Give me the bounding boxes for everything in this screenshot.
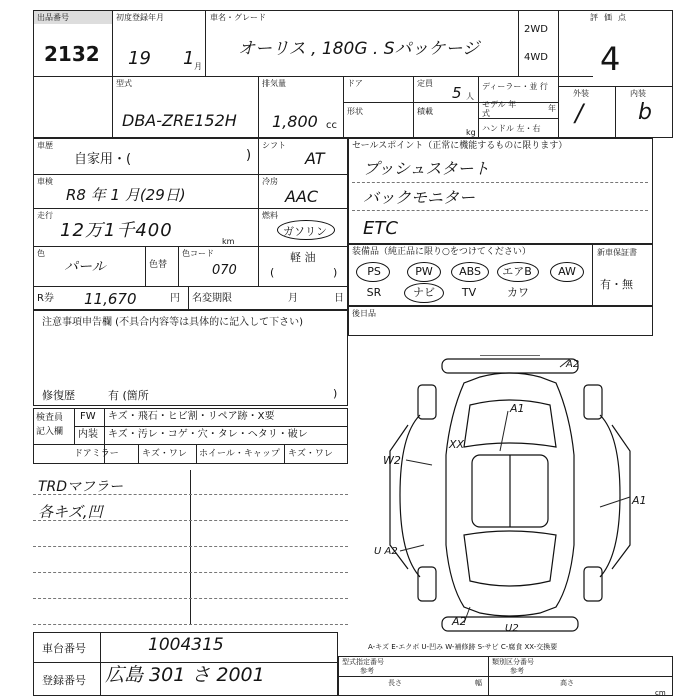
- col-divider: [343, 76, 344, 138]
- capacity-value: 5: [452, 84, 462, 102]
- cc-label: 排気量: [262, 79, 286, 88]
- ac-value: AAC: [285, 187, 319, 206]
- cert-label: 型式指定番号: [342, 658, 384, 666]
- first-reg-month-unit: 月: [194, 62, 202, 71]
- col-divider: [258, 76, 259, 138]
- inspector-label-2: 記入欄: [36, 427, 64, 437]
- color-label: 色: [37, 249, 45, 258]
- row-divider: [338, 676, 673, 677]
- name-change-month: 月: [288, 293, 298, 304]
- unit-cm: cm: [655, 689, 666, 697]
- dealer-label: ディーラー・並 行: [482, 82, 548, 91]
- inspect-value: R8 年 1 月(29日): [66, 186, 186, 204]
- ext-value: /: [575, 99, 584, 127]
- inspect-label: 車検: [37, 177, 53, 186]
- equip-pw-circle: [407, 262, 441, 282]
- col-divider: [196, 444, 197, 464]
- load-label: 積載: [417, 107, 433, 116]
- repair-value: 有 (箇所: [108, 389, 149, 402]
- plate-label: 登録番号: [42, 674, 86, 687]
- fw-text: キズ・飛石・ヒビ割・リペア跡・X要: [108, 411, 275, 422]
- type-value: DBA-ZRE152H: [122, 111, 237, 130]
- lot-label: 出品番号: [37, 13, 69, 22]
- row-divider: [478, 118, 558, 119]
- equip-abs: ABS: [459, 265, 481, 278]
- col-divider: [145, 246, 146, 286]
- class-label: 類別区分番号: [492, 658, 534, 666]
- ref-2: 参考: [510, 667, 524, 675]
- col-divider: [178, 246, 179, 286]
- lot-value: 2132: [44, 42, 100, 66]
- col-divider: [478, 76, 479, 138]
- recycle-value: 11,670: [84, 290, 137, 308]
- chassis-value: 1004315: [148, 635, 224, 655]
- remark-line-1: TRDマフラー: [38, 479, 124, 495]
- last-day-label: 後日品: [352, 309, 376, 318]
- equip-tv: TV: [461, 286, 477, 299]
- name-change-label: 名変期限: [192, 293, 232, 304]
- wheel-text: キズ・ワレ: [288, 449, 333, 459]
- notes-title: 注意事項申告欄 (不具合内容等は具体的に記入して下さい): [42, 317, 303, 328]
- diagram-legend: A-キズ E-エクボ U-凹み W-補修跡 S-サビ C-腐食 XX-交換要: [368, 643, 558, 651]
- mileage-unit: km: [222, 237, 235, 246]
- plate-value: 広島 301 さ 2001: [105, 664, 265, 686]
- row-divider: [33, 174, 348, 175]
- diagram-mark-a2-bottom: A2: [452, 615, 467, 628]
- col-divider: [488, 656, 489, 696]
- mirror-label: ドアミラー: [74, 449, 119, 459]
- row-divider: [33, 662, 338, 663]
- cc-value: 1,800: [272, 112, 318, 131]
- fuel-value: ガソリン: [283, 225, 327, 238]
- repair-close: ): [333, 387, 338, 400]
- fuel-light: 軽 油: [290, 251, 316, 264]
- ext-label: 外装: [573, 89, 589, 98]
- color-change-label: 色替: [149, 260, 168, 270]
- col-divider: [592, 244, 593, 306]
- equip-aw: AW: [558, 265, 576, 278]
- width-label: 幅: [475, 679, 482, 687]
- equip-navi-circle: [404, 283, 444, 303]
- diagram-mark-xx: XX: [449, 438, 465, 451]
- shape-label: 形状: [347, 107, 363, 116]
- int-value: b: [638, 100, 652, 125]
- last-day-box: [348, 306, 653, 336]
- inspector-label-1: 検査員: [36, 413, 64, 423]
- remarks-line: [33, 624, 348, 625]
- ref-1: 参考: [360, 667, 374, 675]
- sales-line-1: プッシュスタート: [363, 159, 490, 178]
- fw-label: FW: [80, 411, 96, 422]
- capacity-label: 定員: [417, 79, 433, 88]
- col-divider: [205, 10, 206, 76]
- remark-line-2: 各キズ,凹: [38, 503, 103, 521]
- equip-sr: SR: [366, 286, 382, 299]
- shift-label: シフト: [262, 141, 286, 150]
- height-label: 高さ: [560, 679, 574, 687]
- equip-airbag-circle: [497, 262, 539, 282]
- equip-pw: PW: [415, 265, 433, 278]
- diagram-mark-a1-roof: A1: [510, 402, 525, 415]
- model-label: 車名・グレード: [210, 13, 266, 22]
- diagram-mark-u2: U2: [505, 623, 519, 634]
- in-label: 内装: [78, 429, 98, 440]
- col-divider: [258, 138, 259, 286]
- equip-abs-circle: [451, 262, 489, 282]
- row-divider: [33, 76, 593, 77]
- equipment-title: 装備品（純正品に限り○をつけてください）: [352, 247, 531, 257]
- diagram-mark-a1-right: A1: [632, 494, 647, 507]
- equip-navi: ナビ: [413, 286, 435, 299]
- car-damage-diagram: [360, 355, 660, 635]
- first-reg-label: 初度登録年月: [116, 13, 164, 22]
- row-divider: [33, 444, 348, 445]
- wheel-label: ホイール・キャップ: [199, 449, 280, 459]
- cc-unit: cc: [326, 120, 337, 131]
- col-divider: [112, 10, 113, 138]
- first-reg-year: 19: [128, 48, 151, 69]
- model-year-unit: 年: [548, 104, 556, 113]
- mileage-label: 走行: [37, 211, 53, 220]
- remarks-line: [33, 572, 348, 573]
- remarks-line: [33, 546, 348, 547]
- repair-label: 修復歴: [42, 389, 75, 402]
- sales-line-2: バックモニター: [363, 188, 476, 207]
- row-divider: [33, 246, 348, 247]
- model-value: オーリス , 180G . Sパッケージ: [238, 39, 480, 59]
- recycle-unit: 円: [170, 293, 180, 304]
- diagram-mark-w2: W2: [383, 454, 401, 467]
- row-divider: [33, 208, 348, 209]
- equip-ps: PS: [367, 265, 381, 278]
- col-divider: [558, 10, 559, 138]
- first-reg-month: 1: [183, 48, 195, 69]
- fuel-paren-open: (: [270, 266, 275, 279]
- sales-line: [352, 210, 648, 211]
- usage-label: 車歴: [37, 141, 53, 150]
- color-value: パール: [64, 259, 106, 275]
- drive-2wd: 2WD: [524, 24, 548, 35]
- color-code-label: 色コード: [182, 249, 214, 258]
- color-code-value: 070: [212, 263, 237, 278]
- len-label: 長さ: [388, 679, 402, 687]
- chassis-label: 車台番号: [42, 642, 86, 655]
- col-divider: [284, 444, 285, 464]
- col-divider: [138, 444, 139, 464]
- mileage-value: 12万1千400: [60, 220, 173, 241]
- col-divider: [100, 632, 101, 696]
- model-year-label: モデル 年式: [482, 100, 517, 118]
- score-value: 4: [600, 40, 621, 78]
- usage-value: 自家用・(: [74, 152, 132, 167]
- fuel-label: 燃料: [262, 211, 278, 220]
- equip-kawa: カワ: [507, 286, 529, 299]
- int-label: 内装: [630, 89, 646, 98]
- in-text: キズ・汚レ・コゲ・穴・タレ・ヘタリ・破レ: [108, 429, 308, 440]
- equip-ps-circle: [356, 262, 390, 282]
- diagram-mark-a2-top: A2: [566, 359, 580, 370]
- sales-line: [352, 182, 648, 183]
- equip-aw-circle: [550, 262, 584, 282]
- sales-title: セールスポイント（正常に機能するものに限ります）: [352, 141, 568, 151]
- col-divider: [518, 10, 519, 76]
- sales-line-3: ETC: [363, 218, 398, 239]
- new-warranty-value: 有・無: [600, 278, 633, 291]
- score-label: 評価点: [590, 13, 632, 22]
- new-warranty-label: 新車保証書: [597, 248, 637, 257]
- usage-close: ): [246, 148, 252, 163]
- equip-airbag: エアB: [502, 265, 532, 278]
- handle-label: ハンドル 左・右: [482, 124, 541, 133]
- col-divider: [188, 286, 189, 310]
- mirror-text: キズ・ワレ: [142, 449, 187, 459]
- fuel-paren-close: ): [333, 266, 338, 279]
- row-divider: [33, 286, 348, 287]
- drive-4wd: 4WD: [524, 52, 548, 63]
- recycle-label: R券: [37, 293, 54, 304]
- door-label: ドア: [347, 79, 363, 88]
- col-divider: [615, 86, 616, 138]
- shift-value: AT: [305, 149, 325, 168]
- ac-label: 冷房: [262, 177, 278, 186]
- col-divider: [413, 76, 414, 138]
- capacity-unit: 人: [466, 92, 474, 101]
- row-divider: [74, 426, 348, 427]
- diagram-mark-ua2: U A2: [374, 546, 398, 557]
- name-change-day: 日: [334, 293, 344, 304]
- load-unit: kg: [466, 128, 476, 137]
- type-label: 型式: [116, 79, 132, 88]
- remarks-line: [33, 598, 348, 599]
- row-divider: [343, 102, 558, 103]
